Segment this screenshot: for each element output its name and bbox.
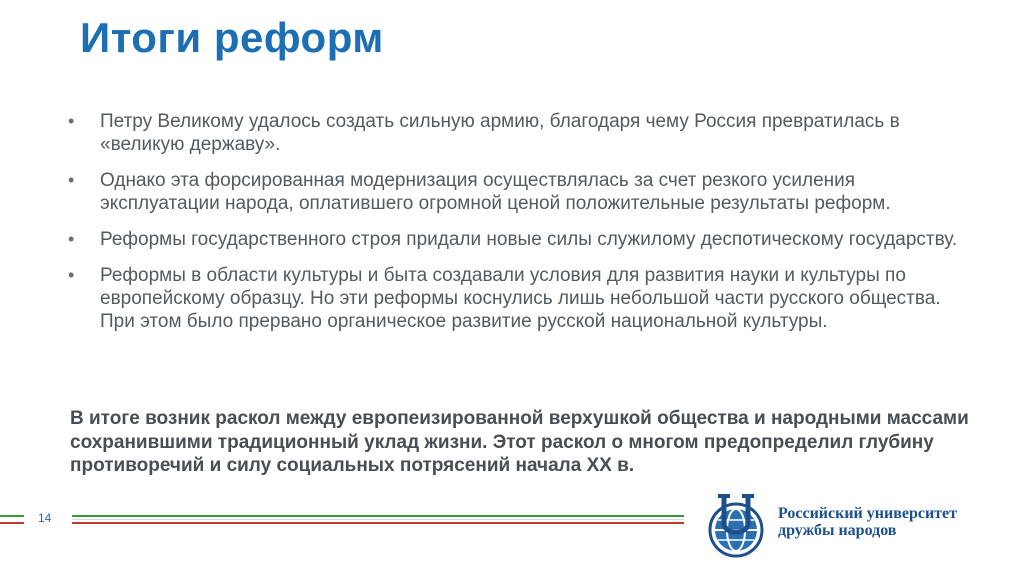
slide-title: Итоги реформ xyxy=(80,14,384,61)
globe-logo-icon xyxy=(706,492,770,558)
conclusion-text: В итоге возник раскол между европеизированной верхушкой общества и народными массами сохранившими традиционный уклад жизни. Этот раскол о многом предопределил глубину противоречий и силу социальных потрясений начала XX в. xyxy=(70,408,969,476)
bullet-dot: • xyxy=(68,229,75,249)
bullet-list xyxy=(62,110,962,346)
footer-line-left-green xyxy=(0,515,24,517)
bullet-item xyxy=(62,110,962,156)
logo-line-1: Российский университет xyxy=(778,505,957,522)
bullet-text: Петру Великому удалось создать сильную армию, благодаря чему Россия превратилась в «великую державу». xyxy=(100,111,900,155)
university-logo-text xyxy=(778,505,957,539)
bullet-item xyxy=(62,228,962,251)
bullet-item xyxy=(62,264,962,333)
footer-line-light xyxy=(72,519,684,520)
bullet-text: Реформы в области культуры и быта создавали условия для развития науки и культуры по европейскому образцу. Но эти реформы коснулись лишь небольшой части русского общества. При этом было прервано органическое развитие русской национальной культуры. xyxy=(100,265,941,332)
logo-line-2: дружбы народов xyxy=(778,522,897,539)
footer-line-left-red xyxy=(0,522,24,524)
university-logo-emblem xyxy=(706,492,770,563)
bullet-dot: • xyxy=(68,111,75,131)
page-number: 14 xyxy=(38,511,52,525)
bullet-text: Реформы государственного строя придали новые силы служилому деспотическому государству. xyxy=(100,229,958,250)
bullet-dot: • xyxy=(68,170,75,190)
footer-line-green xyxy=(72,515,684,517)
footer-line-red xyxy=(72,522,684,524)
bullet-dot: • xyxy=(68,265,75,285)
bullet-item xyxy=(62,169,962,215)
bullet-text: Однако эта форсированная модернизация осуществлялась за счет резкого усиления эксплуатации народа, оплатившего огромной ценой положительные результаты реформ. xyxy=(100,170,891,214)
